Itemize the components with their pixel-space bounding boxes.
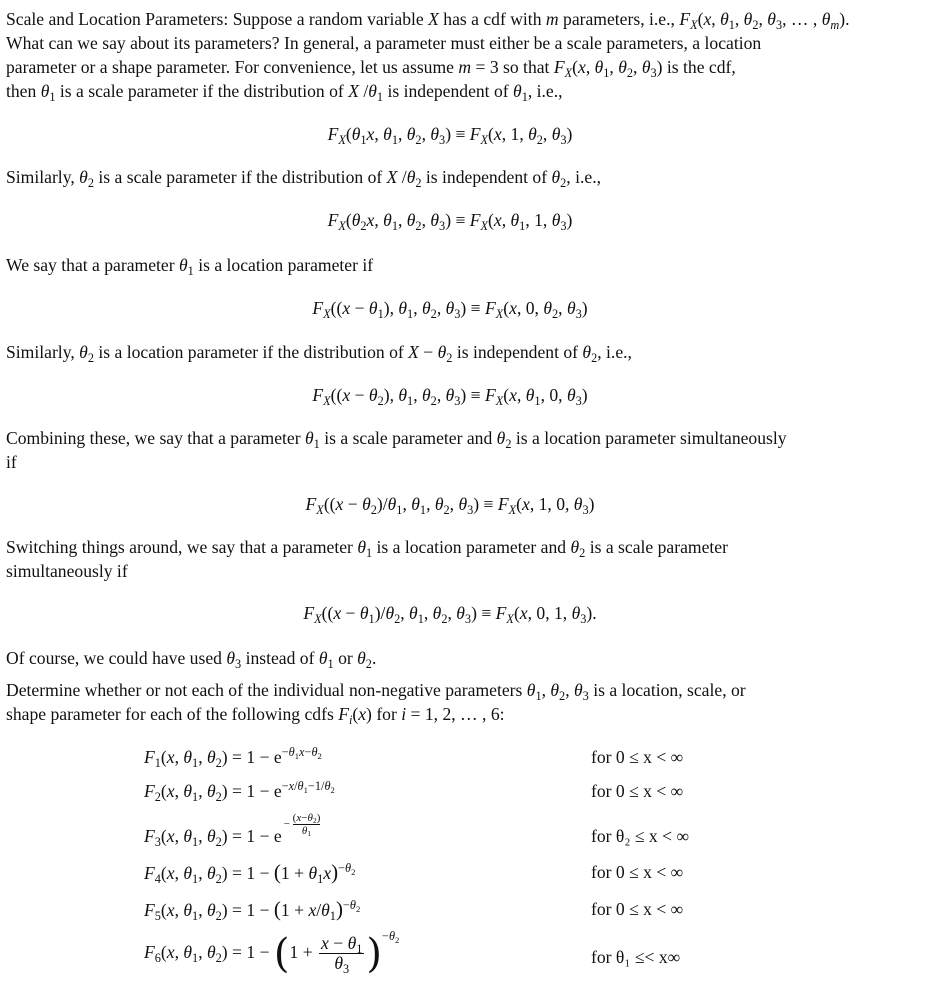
paragraph-combining-if: if: [6, 452, 17, 472]
text: is the cdf,: [666, 57, 736, 77]
intro-line-3: parameter or a shape parameter. For convenience, let us assume m = 3 so that $F_X(x$, $\theta_1$, $\theta_2$, $\theta_3$) is the cdf,: [6, 57, 736, 80]
text: is a location parameter if the distribution of: [98, 342, 404, 362]
paragraph-location-2: Similarly, $\theta_2$ is a location parameter if the distribution of $X - \theta_2$ is independent of $\theta_2$, i.e.,: [6, 342, 632, 365]
text: is a scale parameter: [589, 537, 728, 557]
section-heading: Scale and Location Parameters:: [6, 9, 229, 29]
text: is independent of: [387, 81, 509, 101]
equation-location-2: $F_X((x - \theta_2)$, $\theta_1$, $\theta_2$, $\theta_3) \equiv F_X(x$, $\theta_1$, 0, $\theta_3$): [312, 385, 588, 408]
intro-line-1: Scale and Location Parameters: Suppose a random variable X has a cdf with m parameters, i.e., $F_X(x$, $\theta_1$, $\theta_2$, $\theta_3$, … , $\theta_m$).: [6, 9, 850, 32]
text: is independent of: [456, 342, 579, 362]
equation-scale-2: $F_X(\theta_2x$, $\theta_1$, $\theta_2$, $\theta_3) \equiv F_X(x$, $\theta_1$, 1, $\theta_3$): [327, 210, 573, 233]
fraction: $\frac{x - \theta_1}{\theta_3}$: [321, 933, 363, 977]
intro-line-4: then $\theta_1$ is a scale parameter if the distribution of X $/\theta_1$ is independent of $\theta_1$, i.e.,: [6, 81, 563, 104]
text: Of course, we could have used: [6, 648, 222, 668]
text: has a cdf with: [443, 9, 542, 29]
cdf-f2-domain: for 0 ≤ x < ∞: [591, 781, 684, 801]
paragraph-switching: Switching things around, we say that a parameter $\theta_1$ is a location parameter and $\theta_2$ is a scale parameter: [6, 537, 728, 560]
text: is a location parameter and: [376, 537, 567, 557]
text: parameter or a shape parameter. For convenience, let us assume: [6, 57, 454, 77]
text: , i.e.,: [597, 342, 632, 362]
text: , i.e.,: [566, 167, 601, 187]
text: so that: [503, 57, 550, 77]
paragraph-determine-2: shape parameter for each of the following cdfs $F_i(x)$ for i = 1, 2, … , 6:: [6, 704, 505, 727]
equation-combined: $F_X((x - \theta_2)/\theta_1$, $\theta_1$, $\theta_2$, $\theta_3) \equiv F_X(x$, 1, 0, $\theta_3$): [305, 494, 595, 517]
cdf-f4: $F_4(x$, $\theta_1$, $\theta_2) = 1 - (1 + \theta_1x)^{-\theta_2}$: [144, 860, 356, 886]
text: Similarly,: [6, 342, 75, 362]
text: We say that a parameter: [6, 255, 175, 275]
cdf-f3: $F_3(x$, $\theta_1$, $\theta_2) = 1 - e$ − $\frac{(x-\theta_2)}{\theta_1}$: [144, 812, 321, 849]
text: or: [338, 648, 353, 668]
cdf-f5-domain: for 0 ≤ x < ∞: [591, 899, 684, 919]
paragraph-determine: Determine whether or not each of the individual non-negative parameters $\theta_1$, $\theta_2$, $\theta_3$ is a location, scale, or: [6, 680, 746, 703]
paragraph-location-1: We say that a parameter $\theta_1$ is a location parameter if: [6, 255, 374, 278]
intro-line-2: What can we say about its parameters? In general, a parameter must either be a scale parameters, a location: [6, 33, 762, 53]
text: Switching things around, we say that a parameter: [6, 537, 353, 557]
text: then: [6, 81, 37, 101]
text: is independent of: [425, 167, 548, 187]
equation-scale-1: $F_X(\theta_1x$, $\theta_1$, $\theta_2$, $\theta_3) \equiv F_X(x$, 1, $\theta_2$, $\theta_3$): [327, 124, 573, 147]
text: Combining these, we say that a parameter: [6, 428, 301, 448]
text: is a scale parameter if the distribution of: [98, 167, 383, 187]
text: parameters, i.e.,: [563, 9, 675, 29]
cdf-f3-domain: for θ₂ ≤ x < ∞: [591, 826, 689, 846]
text: is a location parameter simultaneously: [515, 428, 787, 448]
text: is a scale parameter and: [324, 428, 493, 448]
paragraph-of-course: Of course, we could have used $\theta_3$ instead of $\theta_1$ or $\theta_2$.: [6, 648, 377, 671]
text: :: [499, 704, 505, 724]
equation-location-1: $F_X((x - \theta_1)$, $\theta_1$, $\theta_2$, $\theta_3) \equiv F_X(x$, 0, $\theta_2$, $\theta_3$): [312, 298, 588, 321]
text: instead of: [245, 648, 315, 668]
cdf-f5: $F_5(x$, $\theta_1$, $\theta_2) = 1 - (1 + x/\theta_1)^{-\theta_2}$: [144, 897, 361, 923]
cdf-f1-domain: for 0 ≤ x < ∞: [591, 747, 684, 767]
text: Determine whether or not each of the individual non-negative parameters: [6, 680, 523, 700]
text: is a location parameter if: [198, 255, 374, 275]
text: shape parameter for each of the following cdfs: [6, 704, 334, 724]
text: Suppose a random variable: [232, 9, 424, 29]
cdf-f4-domain: for 0 ≤ x < ∞: [591, 862, 684, 882]
paragraph-combining: Combining these, we say that a parameter $\theta_1$ is a scale parameter and $\theta_2$ is a location parameter simultaneously: [6, 428, 787, 451]
text: for: [376, 704, 397, 724]
text: is a location, scale, or: [593, 680, 746, 700]
text: Similarly,: [6, 167, 75, 187]
cdf-f1: $F_1(x$, $\theta_1$, $\theta_2) = 1 - e^{-\theta_1x-\theta_2}$: [144, 745, 322, 770]
cdf-f6: $F_6(x$, $\theta_1$, $\theta_2) = 1 - (1$ + $\frac{x - \theta_1}{\theta_3}$ )$^{-\theta_2}$: [144, 929, 400, 977]
text: is a scale parameter if the distribution of: [59, 81, 344, 101]
cdf-f2: $F_2(x$, $\theta_1$, $\theta_2) = 1 - e^{-x/\theta_1-1/\theta_2}$: [144, 779, 335, 804]
paragraph-switching-2: simultaneously if: [6, 561, 128, 581]
paragraph-scale-2: Similarly, $\theta_2$ is a scale parameter if the distribution of X $/\theta_2$ is independent of $\theta_2$, i.e.,: [6, 167, 601, 190]
equation-switched: $F_X((x - \theta_1)/\theta_2$, $\theta_1$, $\theta_2$, $\theta_3) \equiv F_X(x$, 0, 1, $\theta_3$).: [303, 603, 597, 626]
text: , i.e.,: [527, 81, 563, 101]
cdf-f6-domain: for θ₁ ≤< x∞: [591, 947, 681, 967]
